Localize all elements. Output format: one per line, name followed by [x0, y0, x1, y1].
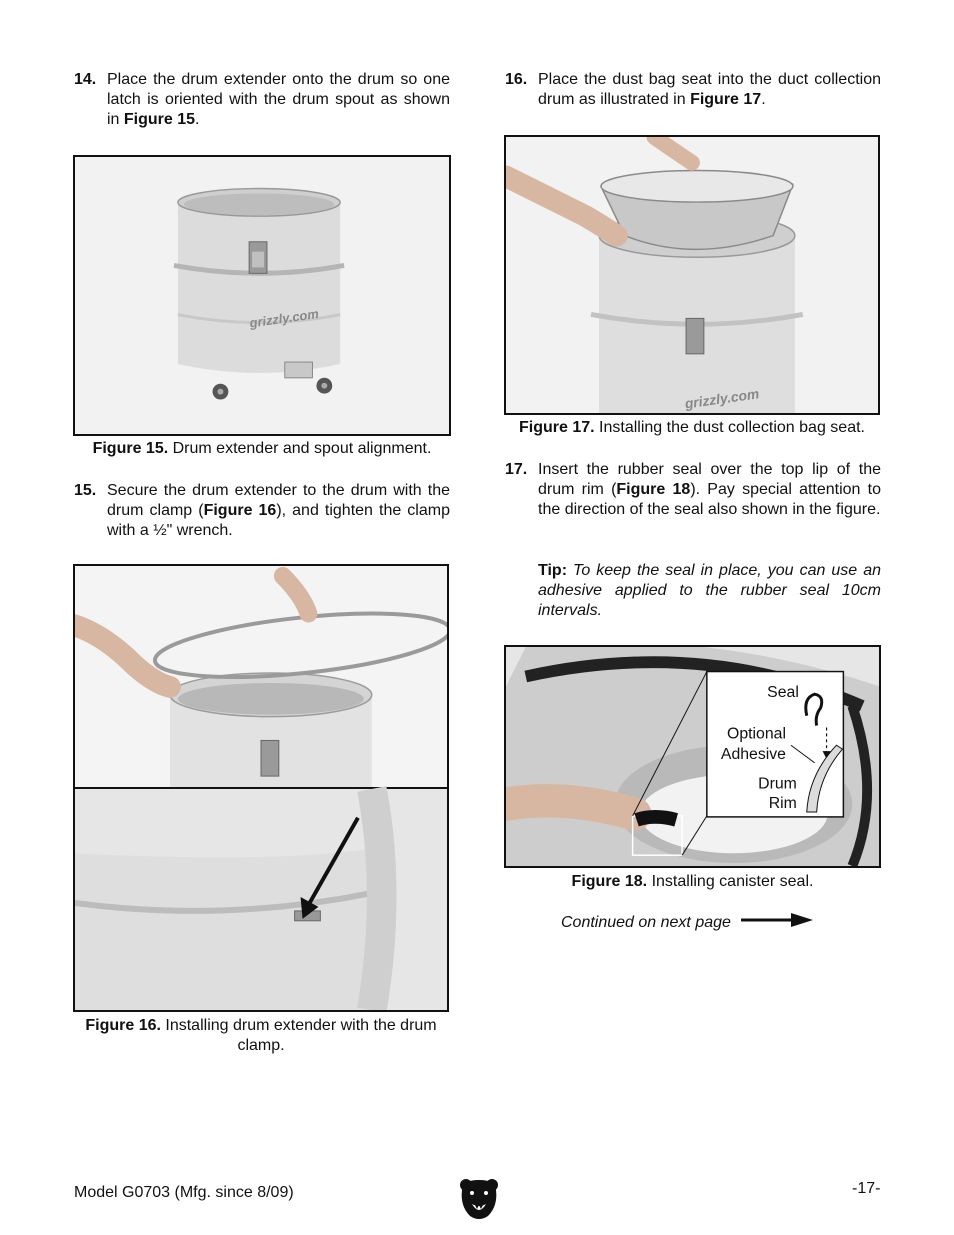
continued-text: Continued on next page: [561, 914, 731, 932]
figure-16-image: [73, 564, 449, 1012]
callout-adhesive-line1: Optional: [727, 725, 786, 743]
figure-reference: Figure 16: [203, 502, 277, 519]
figure-reference: Figure 17: [690, 91, 762, 108]
step-text: Place the drum extender onto the drum so one latch is oriented with the drum spout as shown in Figure 15.: [107, 71, 450, 128]
tip-note: [538, 561, 881, 621]
callout-seal: Seal: [767, 684, 799, 702]
callout-rim-line2: Rim: [768, 795, 797, 813]
figure-15-brand: grizzly.com: [248, 305, 320, 331]
step-number: 14.: [74, 71, 97, 88]
figure-18-image: [504, 645, 881, 868]
figure-label: Figure 15.: [92, 440, 169, 457]
tip-label: Tip:: [538, 562, 568, 579]
callout-adhesive-line2: Adhesive: [720, 746, 786, 763]
figure-label: Figure 16.: [85, 1017, 161, 1034]
figure-label: Figure 18.: [571, 873, 648, 890]
tip-text: To keep the seal in place, you can use an adhesive applied to the rubber seal 10cm intervals.: [538, 562, 881, 619]
figure-15-image: [73, 155, 451, 436]
figure-17-image: [504, 135, 880, 415]
step-text: Place the dust bag seat into the duct collection drum as illustrated in Figure 17.: [538, 71, 881, 108]
grizzly-bear-logo-icon: [458, 1176, 500, 1222]
step-text: Secure the drum extender to the drum with the drum clamp (Figure 16), and tighten the clamp with a ½" wrench.: [107, 482, 450, 539]
continued-note: [561, 913, 831, 933]
callout-rim-line1: Drum: [758, 775, 797, 793]
step-number: 16.: [505, 71, 528, 88]
step-number: 17.: [505, 461, 528, 478]
figure-17-brand: grizzly.com: [683, 385, 761, 412]
figure-reference: Figure 15: [123, 111, 196, 128]
figure-reference: Figure 18: [616, 481, 691, 498]
footer-model: Model G0703 (Mfg. since 8/09): [74, 1184, 294, 1201]
figure-17-caption: Figure 17. Installing the dust collection bag seat.: [519, 419, 865, 436]
figure-15-caption: Figure 15. Drum extender and spout alignment.: [92, 440, 432, 457]
step-number: 15.: [74, 482, 97, 499]
figure-label: Figure 17.: [519, 419, 595, 436]
arrow-right-icon: [741, 913, 813, 933]
figure-18-caption: Figure 18. Installing canister seal.: [571, 873, 814, 890]
page-number: -17-: [852, 1180, 881, 1197]
step-text: Insert the rubber seal over the top lip of the drum rim (Figure 18). Pay special attention to the direction of the seal also shown in the figure.: [538, 461, 882, 518]
figure-16-caption: Figure 16. Installing drum extender with the drum clamp.: [85, 1017, 437, 1054]
